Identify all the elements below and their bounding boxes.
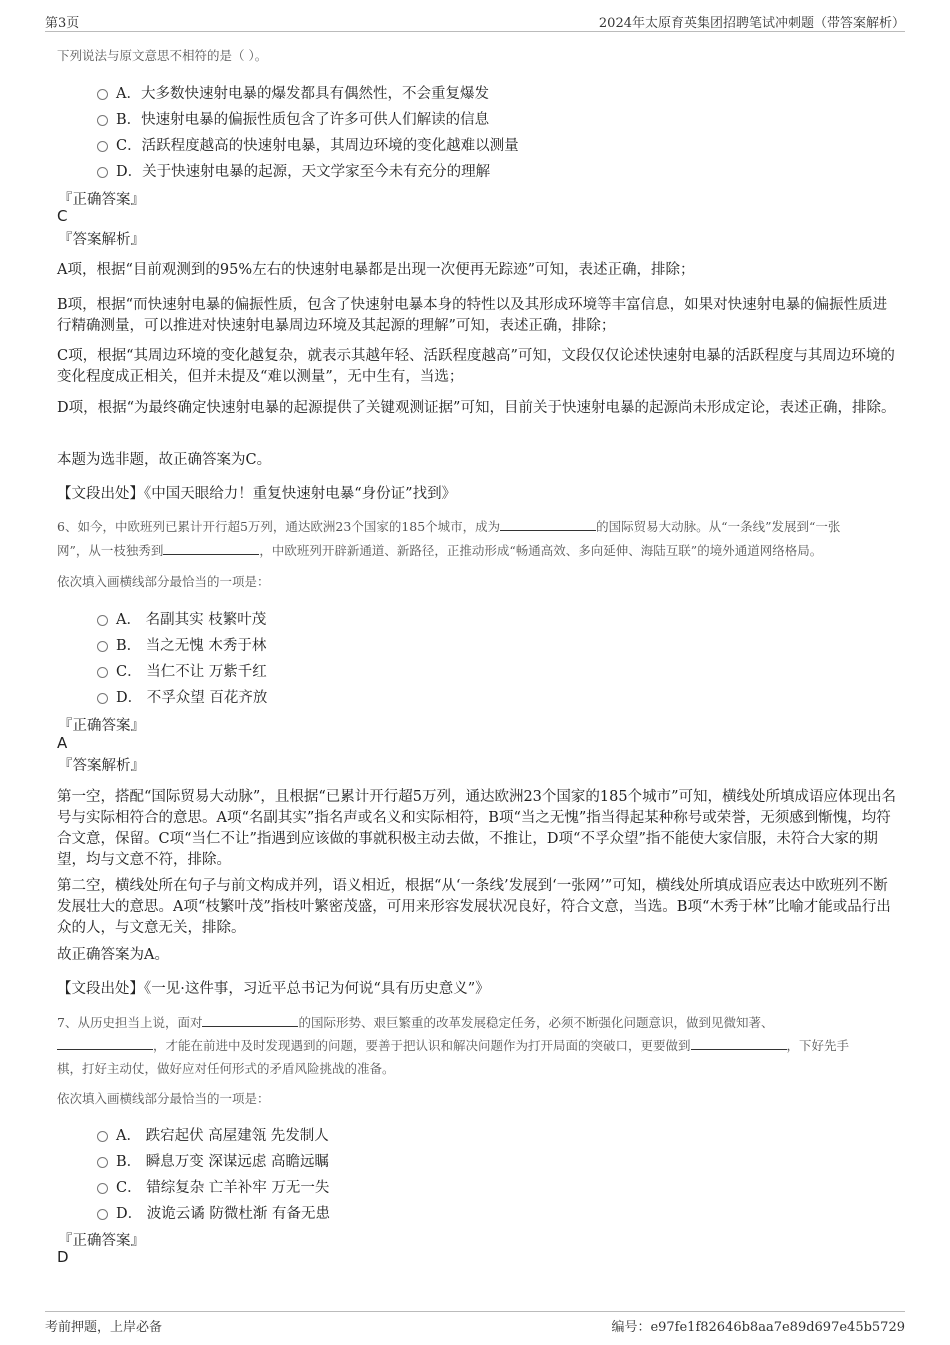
q6-option-c[interactable]: C． 当仁不让 万紫千红 bbox=[97, 658, 267, 682]
q7-option-a[interactable]: A． 跌宕起伏 高屋建瓴 先发制人 bbox=[97, 1122, 329, 1146]
page-number: 第3页 bbox=[45, 16, 80, 31]
q5-answer: C bbox=[57, 207, 68, 225]
q7-answer-label: 『正确答案』 bbox=[58, 1233, 145, 1249]
answer-blank bbox=[500, 517, 596, 531]
q5-analysis-c: C项，根据“其周边环境的变化越复杂，就表示其越年轻、活跃程度越高”可知，文段仅仅论述快速射电暴的活跃程度与其周边环境的变化程度成正相关，但并未提及“难以测量”，无中生有，当选； bbox=[57, 348, 895, 385]
radio-icon[interactable] bbox=[97, 667, 108, 678]
q5-option-c[interactable]: C．活跃程度越高的快速射电暴，其周边环境的变化越难以测量 bbox=[97, 132, 519, 156]
q5-source: 【文段出处】《中国天眼给力！重复快速射电暴“身份证”找到》 bbox=[57, 486, 457, 502]
q5-analysis-label: 『答案解析』 bbox=[58, 232, 145, 248]
q6-stem: 6、如今，中欧班列已累计开行超5万列，通达欧洲23个国家的185个城市，成为 的国际贸易大动脉。从“一条线”发展到“一张 网”，从一枝独秀到 ，中欧班列开辟新通道、新路径，正推动形成“畅通高效、多向延伸、海陆互联”的境外通道网络格局。 bbox=[57, 519, 841, 558]
q7-option-c[interactable]: C． 错综复杂 亡羊补牢 万无一失 bbox=[97, 1174, 329, 1198]
radio-icon[interactable] bbox=[97, 1157, 108, 1168]
answer-blank bbox=[163, 541, 259, 555]
q5-prompt: 下列说法与原文意思不相符的是（ ）。 bbox=[57, 48, 268, 63]
radio-icon[interactable] bbox=[97, 1131, 108, 1142]
radio-icon[interactable] bbox=[97, 141, 108, 152]
page-header bbox=[45, 10, 905, 32]
q5-conclusion: 本题为选非题，故正确答案为C。 bbox=[57, 452, 272, 468]
q7-answer: D bbox=[57, 1248, 69, 1266]
page-footer bbox=[45, 1311, 905, 1333]
q7-option-d[interactable]: D． 波诡云谲 防微杜渐 有备无患 bbox=[97, 1200, 330, 1224]
answer-blank bbox=[691, 1036, 787, 1050]
document-id: 编号：e97fe1f82646b8aa7e89d697e45b5729 bbox=[611, 1320, 905, 1335]
radio-icon[interactable] bbox=[97, 1209, 108, 1220]
q6-answer: A bbox=[57, 734, 68, 752]
q5-option-b[interactable]: B．快速射电暴的偏振性质包含了许多可供人们解读的信息 bbox=[97, 106, 489, 130]
q6-analysis-1: 第一空，搭配“国际贸易大动脉”，且根据“已累计开行超5万列，通达欧洲23个国家的185个城市”可知，横线处所填成语应体现出名号与实际相符合的意思。A项“名副其实”指名声或名义和实际相符，B项“当之无愧”指当得起某种称号或荣誉，无须感到惭愧，均符合文意，保留。C项“当仁不让”指遇到应该做的事就积极主动去做，不推让，D项“不孚众望”指不能使大家信服，未符合大家的期望，均与文意不符，排除。 bbox=[57, 789, 896, 868]
radio-icon[interactable] bbox=[97, 641, 108, 652]
q6-source: 【文段出处】《一见·这件事，习近平总书记为何说“具有历史意义”》 bbox=[57, 981, 490, 997]
q5-option-d[interactable]: D．关于快速射电暴的起源，天文学家至今未有充分的理解 bbox=[97, 158, 490, 182]
q7-option-b[interactable]: B． 瞬息万变 深谋远虑 高瞻远瞩 bbox=[97, 1148, 329, 1172]
footer-slogan: 考前押题，上岸必备 bbox=[45, 1320, 163, 1335]
q7-prompt: 依次填入画横线部分最恰当的一项是： bbox=[57, 1091, 270, 1106]
q6-answer-label: 『正确答案』 bbox=[58, 718, 145, 734]
q6-conclusion: 故正确答案为A。 bbox=[57, 947, 169, 963]
document-title: 2024年太原育英集团招聘笔试冲刺题（带答案解析） bbox=[598, 16, 905, 31]
radio-icon[interactable] bbox=[97, 1183, 108, 1194]
q7-stem: 7、从历史担当上说，面对 的国际形势、艰巨繁重的改革发展稳定任务，必须不断强化问题意识，做到见微知著、 ，才能在前进中及时发现遇到的问题，要善于把认识和解决问题作为打开局面的突破口，更要做到 ，下好先手 棋，打好主动仗，做好应对任何形式的矛盾风险挑战的准备。 bbox=[57, 1015, 850, 1076]
q6-option-a[interactable]: A． 名副其实 枝繁叶茂 bbox=[97, 606, 266, 630]
q5-analysis-b: B项，根据“而快速射电暴的偏振性质，包含了快速射电暴本身的特性以及其形成环境等丰富信息，如果对快速射电暴的偏振性质进行精确测量，可以推进对快速射电暴周边环境及其起源的理解”可知，表述正确，排除； bbox=[57, 297, 888, 334]
radio-icon[interactable] bbox=[97, 89, 108, 100]
radio-icon[interactable] bbox=[97, 615, 108, 626]
q6-analysis-label: 『答案解析』 bbox=[58, 758, 145, 774]
q5-answer-label: 『正确答案』 bbox=[58, 192, 145, 208]
radio-icon[interactable] bbox=[97, 693, 108, 704]
answer-blank bbox=[202, 1013, 298, 1027]
q5-analysis-d: D项，根据“为最终确定快速射电暴的起源提供了关键观测证据”可知，目前关于快速射电暴的起源尚未形成定论，表述正确，排除。 bbox=[57, 400, 896, 416]
q5-analysis-a: A项，根据“目前观测到的95%左右的快速射电暴都是出现一次便再无踪迹”可知，表述正确，排除； bbox=[57, 262, 695, 278]
radio-icon[interactable] bbox=[97, 167, 108, 178]
q6-option-d[interactable]: D． 不孚众望 百花齐放 bbox=[97, 684, 267, 708]
q6-prompt: 依次填入画横线部分最恰当的一项是： bbox=[57, 574, 270, 589]
q6-analysis-2: 第二空，横线处所在句子与前文构成并列，语义相近，根据“从‘一条线’发展到‘一张网’”可知，横线处所填成语应表达中欧班列不断发展壮大的意思。A项“枝繁叶茂”指枝叶繁密茂盛，可用来形容发展状况良好，符合文意，当选。B项“木秀于林”比喻才能或品行出众的人，与文意无关，排除。 bbox=[57, 878, 891, 936]
q6-option-b[interactable]: B． 当之无愧 木秀于林 bbox=[97, 632, 266, 656]
radio-icon[interactable] bbox=[97, 115, 108, 126]
q5-option-a[interactable]: A．大多数快速射电暴的爆发都具有偶然性，不会重复爆发 bbox=[97, 80, 489, 104]
answer-blank bbox=[57, 1036, 153, 1050]
